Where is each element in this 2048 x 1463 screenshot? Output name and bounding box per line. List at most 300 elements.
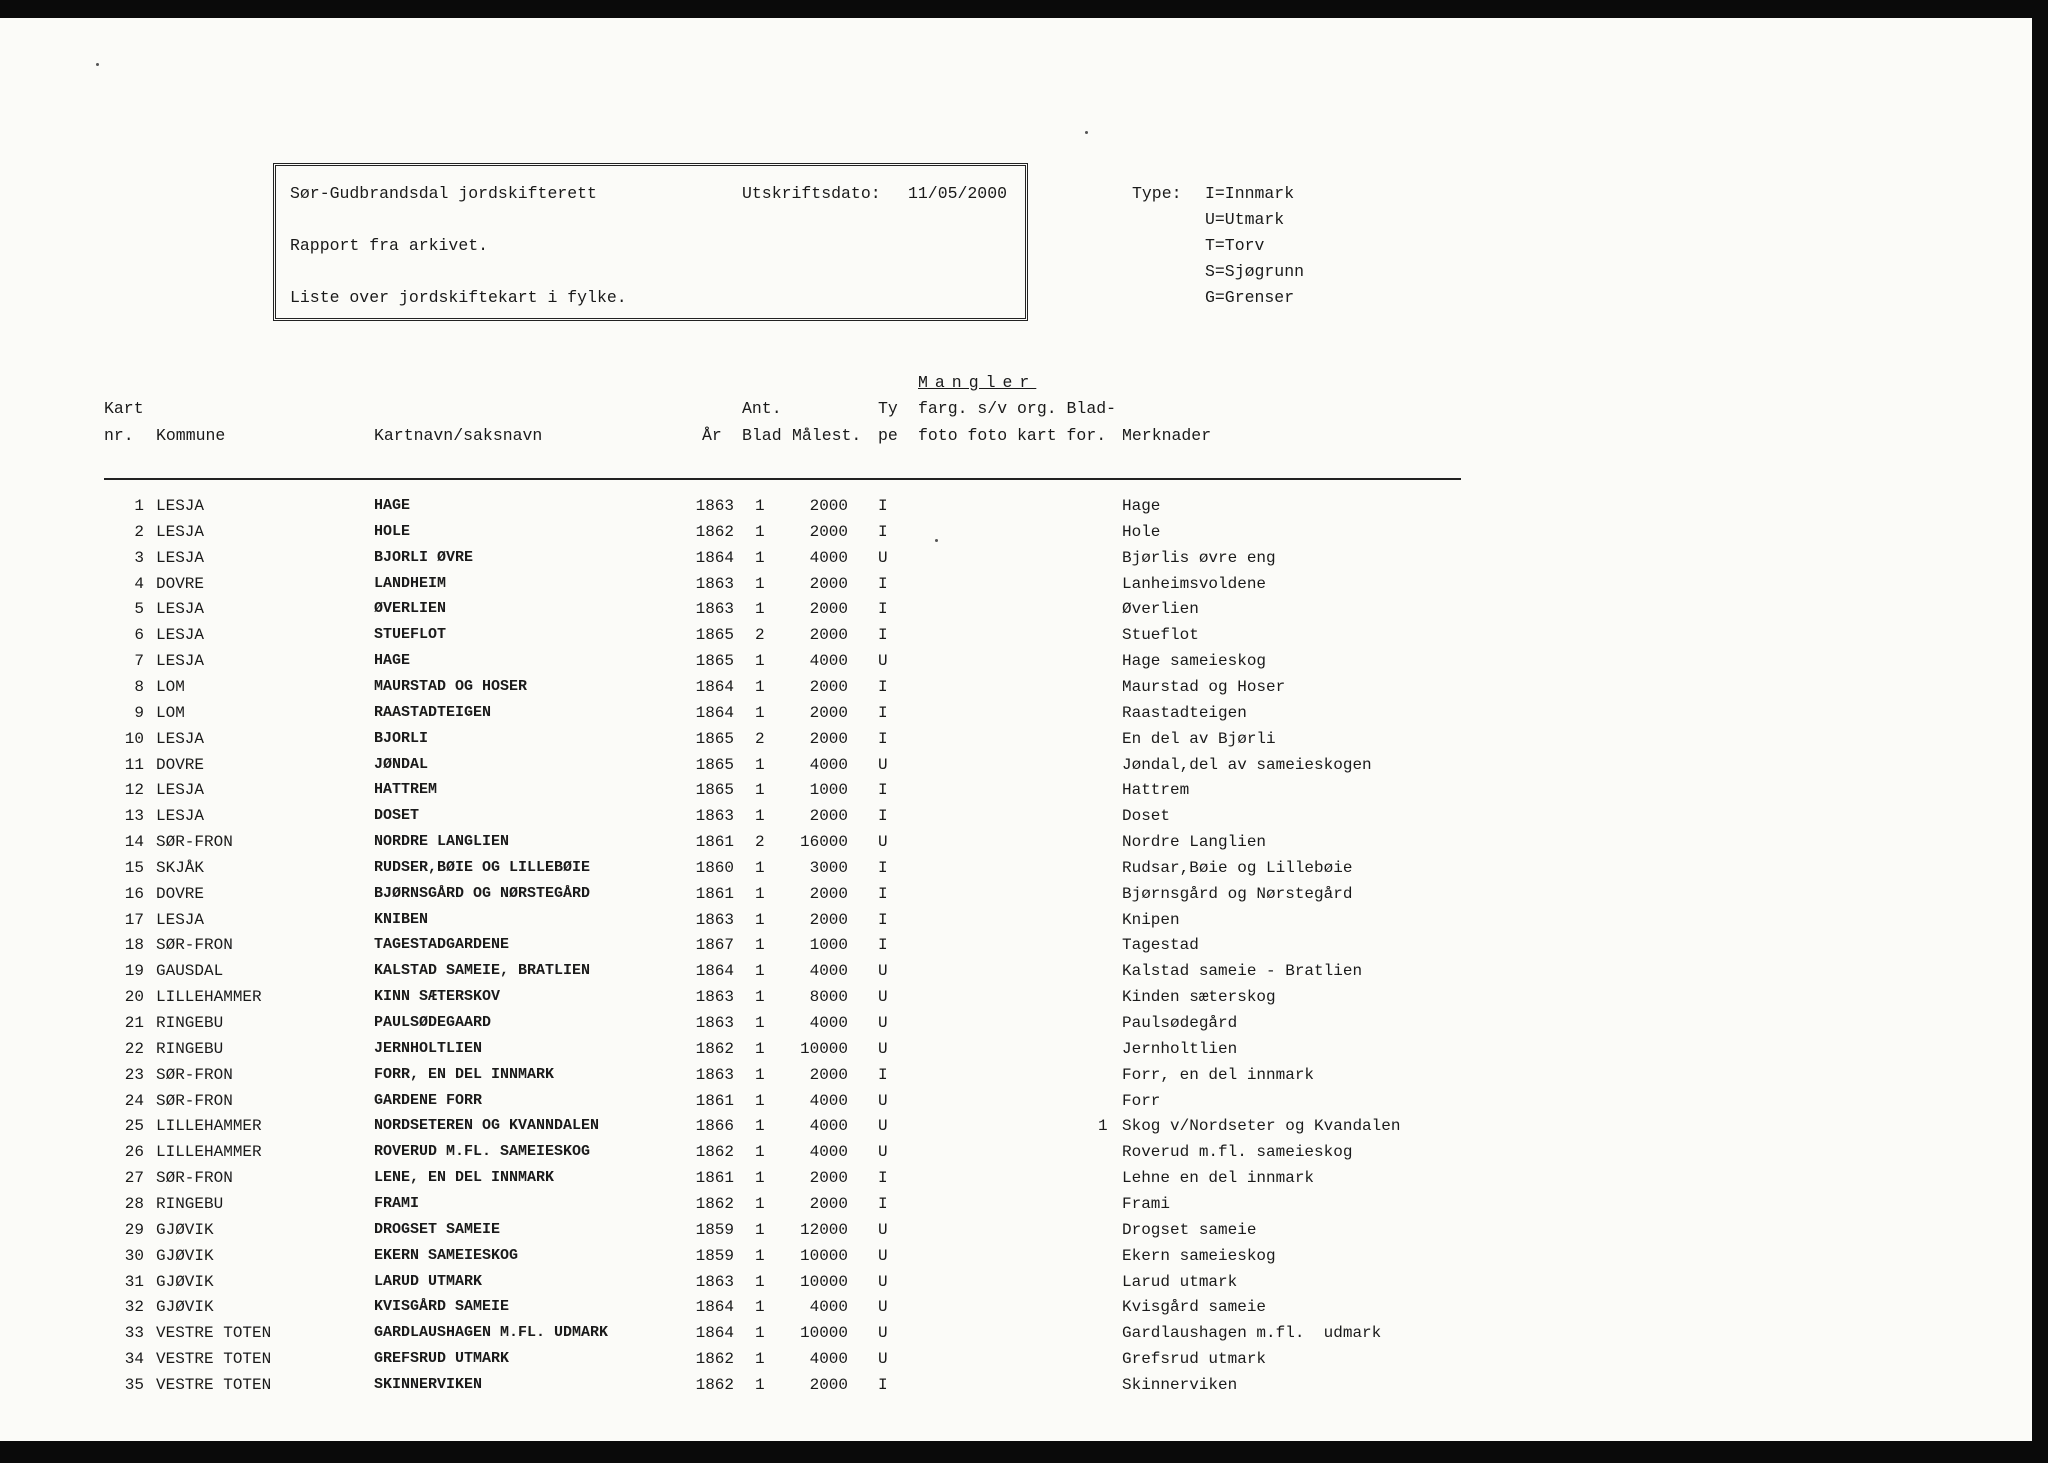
row-number: 5 bbox=[134, 600, 144, 619]
row-number: 23 bbox=[124, 1065, 144, 1084]
row-kommune: GJØVIK bbox=[156, 1298, 214, 1317]
row-year: 1867 bbox=[695, 936, 734, 955]
row-kartnavn: PAULSØDEGAARD bbox=[374, 1014, 492, 1031]
row-kommune: RINGEBU bbox=[156, 1014, 224, 1032]
row-blad-count: 1 bbox=[755, 1298, 765, 1317]
row-merknad: Hage bbox=[1122, 497, 1161, 515]
row-number: 6 bbox=[134, 626, 144, 645]
row-year: 1863 bbox=[695, 600, 734, 619]
row-type: U bbox=[878, 755, 888, 774]
row-number: 24 bbox=[124, 1091, 144, 1110]
table-row bbox=[0, 961, 2048, 983]
row-scale: 1000 bbox=[809, 781, 848, 800]
table-row bbox=[0, 1091, 2048, 1113]
row-type: U bbox=[878, 652, 888, 671]
row-kommune: SKJÅK bbox=[156, 858, 205, 877]
col-mangler-sub2: foto foto kart for. bbox=[918, 426, 1107, 445]
row-type: I bbox=[878, 910, 888, 929]
row-year: 1863 bbox=[695, 1065, 734, 1084]
row-scale: 4000 bbox=[809, 1143, 848, 1162]
row-merknad: Roverud m.fl. sameieskog bbox=[1122, 1143, 1353, 1162]
row-year: 1864 bbox=[695, 703, 734, 722]
row-number: 18 bbox=[124, 936, 144, 955]
row-blad-count: 1 bbox=[755, 652, 765, 671]
row-type: I bbox=[878, 1375, 888, 1394]
row-kommune: LESJA bbox=[156, 729, 205, 748]
row-merknad: Kalstad sameie - Bratlien bbox=[1122, 962, 1363, 981]
row-type: I bbox=[878, 677, 888, 696]
row-blad-count: 1 bbox=[755, 497, 765, 515]
table-row bbox=[0, 1065, 2048, 1087]
row-kommune: LESJA bbox=[156, 600, 205, 619]
row-type: I bbox=[878, 1194, 888, 1213]
row-scale: 2000 bbox=[809, 807, 848, 826]
row-number: 32 bbox=[124, 1298, 144, 1317]
row-kommune: LESJA bbox=[156, 781, 205, 800]
col-ant: Ant. bbox=[742, 399, 782, 418]
row-merknad: Kinden sæterskog bbox=[1122, 988, 1276, 1007]
row-year: 1863 bbox=[695, 497, 734, 515]
row-scale: 4000 bbox=[809, 652, 848, 671]
row-kommune: VESTRE TOTEN bbox=[156, 1375, 272, 1394]
row-number: 17 bbox=[124, 910, 144, 929]
row-kartnavn: EKERN SAMEIESKOG bbox=[374, 1246, 519, 1264]
row-year: 1865 bbox=[695, 781, 734, 800]
row-year: 1863 bbox=[695, 1272, 734, 1291]
print-date-value: 11/05/2000 bbox=[908, 184, 1008, 203]
row-scale: 4000 bbox=[809, 1298, 848, 1317]
row-number: 10 bbox=[124, 729, 144, 748]
col-mangler-sub1: farg. s/v org. Blad- bbox=[918, 399, 1117, 418]
row-merknad: Forr bbox=[1122, 1091, 1161, 1110]
row-merknad: Gardlaushagen m.fl. udmark bbox=[1122, 1324, 1382, 1343]
row-blad-count: 1 bbox=[755, 1246, 765, 1265]
row-kommune: LILLEHAMMER bbox=[156, 1143, 262, 1162]
row-kommune: LESJA bbox=[156, 910, 205, 929]
row-kommune: LILLEHAMMER bbox=[156, 988, 262, 1007]
row-year: 1865 bbox=[695, 755, 734, 774]
row-number: 27 bbox=[124, 1169, 144, 1188]
row-kartnavn: SKINNERVIKEN bbox=[374, 1375, 483, 1393]
row-year: 1863 bbox=[695, 1014, 734, 1032]
row-number: 25 bbox=[124, 1117, 144, 1136]
row-kartnavn: LANDHEIM bbox=[374, 574, 447, 592]
row-kartnavn: MAURSTAD OG HOSER bbox=[374, 677, 528, 695]
row-type: I bbox=[878, 497, 888, 515]
row-scale: 2000 bbox=[809, 1375, 848, 1394]
row-year: 1864 bbox=[695, 1324, 734, 1343]
col-blad: Blad bbox=[742, 426, 782, 445]
row-kommune: LESJA bbox=[156, 626, 205, 645]
row-blad-count: 2 bbox=[755, 626, 765, 645]
row-blad-count: 1 bbox=[755, 1272, 765, 1291]
row-type: U bbox=[878, 1039, 888, 1058]
row-number: 9 bbox=[134, 703, 144, 722]
table-row bbox=[0, 599, 2048, 621]
row-year: 1861 bbox=[695, 1091, 734, 1110]
row-year: 1860 bbox=[695, 858, 734, 877]
row-blad-count: 1 bbox=[755, 910, 765, 929]
table-row bbox=[0, 1039, 2048, 1061]
row-merknad: Skog v/Nordseter og Kvandalen bbox=[1122, 1117, 1401, 1136]
table-row bbox=[0, 858, 2048, 880]
type-legend-item: S=Sjøgrunn bbox=[1205, 262, 1305, 281]
row-number: 12 bbox=[124, 781, 144, 800]
row-type: I bbox=[878, 807, 888, 826]
row-merknad: Kvisgård sameie bbox=[1122, 1298, 1267, 1317]
row-kartnavn: BJORLI ØVRE bbox=[374, 548, 474, 566]
row-kartnavn: DOSET bbox=[374, 807, 420, 825]
row-kommune: SØR-FRON bbox=[156, 833, 233, 852]
row-year: 1862 bbox=[695, 1375, 734, 1394]
table-row bbox=[0, 496, 2048, 518]
row-kartnavn: BJORLI bbox=[374, 729, 429, 747]
row-year: 1864 bbox=[695, 1298, 734, 1317]
row-kartnavn: HAGE bbox=[374, 497, 411, 514]
row-merknad: Hage sameieskog bbox=[1122, 652, 1267, 671]
row-blad-count: 1 bbox=[755, 962, 765, 981]
row-type: U bbox=[878, 988, 888, 1007]
row-merknad: Bjørlis øvre eng bbox=[1122, 548, 1276, 567]
row-year: 1863 bbox=[695, 910, 734, 929]
row-kartnavn: GARDLAUSHAGEN M.FL. UDMARK bbox=[374, 1324, 609, 1342]
row-scale: 4000 bbox=[809, 1014, 848, 1032]
table-row bbox=[0, 677, 2048, 699]
row-number: 14 bbox=[124, 833, 144, 852]
row-year: 1864 bbox=[695, 962, 734, 981]
row-number: 20 bbox=[124, 988, 144, 1007]
row-kartnavn: DROGSET SAMEIE bbox=[374, 1220, 501, 1238]
row-scale: 16000 bbox=[799, 833, 848, 852]
row-kommune: GJØVIK bbox=[156, 1220, 214, 1239]
row-merknad: Lanheimsvoldene bbox=[1122, 574, 1267, 593]
table-row bbox=[0, 729, 2048, 751]
col-merknader: Merknader bbox=[1122, 426, 1212, 445]
row-year: 1861 bbox=[695, 1169, 734, 1188]
row-type: U bbox=[878, 1117, 888, 1136]
row-scale: 4000 bbox=[809, 1117, 848, 1136]
row-merknad: Maurstad og Hoser bbox=[1122, 677, 1286, 696]
row-year: 1862 bbox=[695, 522, 734, 541]
col-ty: Ty bbox=[878, 399, 898, 418]
row-kommune: GAUSDAL bbox=[156, 962, 224, 981]
row-kommune: VESTRE TOTEN bbox=[156, 1324, 272, 1343]
row-number: 3 bbox=[134, 548, 144, 567]
row-number: 33 bbox=[124, 1324, 144, 1343]
row-kartnavn: KINN SÆTERSKOV bbox=[374, 988, 501, 1006]
row-merknad: En del av Bjørli bbox=[1122, 729, 1276, 748]
row-blad-count: 1 bbox=[755, 988, 765, 1007]
table-row bbox=[0, 935, 2048, 957]
row-blad-count: 1 bbox=[755, 1220, 765, 1239]
row-merknad: Forr, en del innmark bbox=[1122, 1065, 1315, 1084]
table-row bbox=[0, 884, 2048, 906]
row-kartnavn: KALSTAD SAMEIE, BRATLIEN bbox=[374, 962, 591, 980]
col-kartnavn: Kartnavn/saksnavn bbox=[374, 426, 543, 445]
row-blad-count: 1 bbox=[755, 858, 765, 877]
row-type: I bbox=[878, 574, 888, 593]
row-type: I bbox=[878, 626, 888, 645]
row-kommune: DOVRE bbox=[156, 755, 205, 774]
row-kommune: DOVRE bbox=[156, 574, 205, 593]
row-type: I bbox=[878, 884, 888, 903]
row-kommune: LESJA bbox=[156, 807, 205, 826]
row-kommune: LOM bbox=[156, 677, 185, 696]
row-merknad: Larud utmark bbox=[1122, 1272, 1238, 1291]
row-number: 21 bbox=[124, 1014, 144, 1032]
row-kartnavn: RAASTADTEIGEN bbox=[374, 703, 492, 721]
row-kommune: VESTRE TOTEN bbox=[156, 1350, 272, 1369]
row-type: U bbox=[878, 1324, 888, 1343]
row-kommune: LILLEHAMMER bbox=[156, 1117, 262, 1136]
row-merknad: Tagestad bbox=[1122, 936, 1199, 955]
row-year: 1865 bbox=[695, 652, 734, 671]
row-type: U bbox=[878, 1298, 888, 1317]
row-kommune: SØR-FRON bbox=[156, 1065, 233, 1084]
row-year: 1863 bbox=[695, 807, 734, 826]
row-merknad: Jernholtlien bbox=[1122, 1039, 1238, 1058]
row-scale: 2000 bbox=[809, 1169, 848, 1188]
row-blad-count: 1 bbox=[755, 1350, 765, 1369]
row-merknad: Lehne en del innmark bbox=[1122, 1169, 1315, 1188]
row-blad-count: 1 bbox=[755, 884, 765, 903]
row-scale: 10000 bbox=[799, 1272, 848, 1291]
row-kartnavn: JERNHOLTLIEN bbox=[374, 1039, 483, 1057]
row-type: U bbox=[878, 1220, 888, 1239]
row-number: 4 bbox=[134, 574, 144, 593]
row-scale: 2000 bbox=[809, 884, 848, 903]
row-kartnavn: STUEFLOT bbox=[374, 626, 447, 644]
row-type: U bbox=[878, 1272, 888, 1291]
row-merknad: Hole bbox=[1122, 522, 1161, 541]
table-row bbox=[0, 1168, 2048, 1190]
row-kommune: DOVRE bbox=[156, 884, 205, 903]
row-number: 35 bbox=[124, 1375, 144, 1394]
row-blad-count: 1 bbox=[755, 1375, 765, 1394]
row-type: U bbox=[878, 1014, 888, 1032]
row-scale: 2000 bbox=[809, 1065, 848, 1084]
table-row bbox=[0, 806, 2048, 828]
row-scale: 4000 bbox=[809, 1091, 848, 1110]
row-kartnavn: HOLE bbox=[374, 522, 411, 540]
row-type: I bbox=[878, 703, 888, 722]
row-type: I bbox=[878, 781, 888, 800]
row-year: 1861 bbox=[695, 884, 734, 903]
row-number: 30 bbox=[124, 1246, 144, 1265]
row-blad-count: 1 bbox=[755, 522, 765, 541]
row-kommune: SØR-FRON bbox=[156, 1091, 233, 1110]
row-type: U bbox=[878, 962, 888, 981]
row-blad-count: 1 bbox=[755, 936, 765, 955]
row-year: 1862 bbox=[695, 1143, 734, 1162]
row-year: 1862 bbox=[695, 1194, 734, 1213]
row-number: 31 bbox=[124, 1272, 144, 1291]
table-row bbox=[0, 1142, 2048, 1164]
row-number: 29 bbox=[124, 1220, 144, 1239]
row-blad-count: 1 bbox=[755, 703, 765, 722]
row-blad-count: 1 bbox=[755, 755, 765, 774]
row-kartnavn: FRAMI bbox=[374, 1194, 420, 1212]
table-row bbox=[0, 987, 2048, 1009]
row-year: 1864 bbox=[695, 548, 734, 567]
row-blad-for: 1 bbox=[1098, 1117, 1108, 1136]
row-merknad: Skinnerviken bbox=[1122, 1375, 1238, 1394]
row-year: 1863 bbox=[695, 574, 734, 593]
col-kart: Kart bbox=[104, 399, 144, 418]
col-malestokk: Målest. bbox=[792, 426, 862, 445]
row-blad-count: 1 bbox=[755, 548, 765, 567]
table-row bbox=[0, 625, 2048, 647]
row-blad-count: 2 bbox=[755, 729, 765, 748]
document-page bbox=[0, 18, 2032, 1441]
row-type: U bbox=[878, 1143, 888, 1162]
row-scale: 10000 bbox=[799, 1246, 848, 1265]
col-ar: År bbox=[702, 426, 722, 445]
row-kommune: LESJA bbox=[156, 548, 205, 567]
table-row bbox=[0, 1349, 2048, 1371]
row-kommune: GJØVIK bbox=[156, 1246, 214, 1265]
row-scale: 2000 bbox=[809, 910, 848, 929]
col-kommune: Kommune bbox=[156, 426, 226, 445]
row-type: U bbox=[878, 1091, 888, 1110]
row-type: I bbox=[878, 858, 888, 877]
row-blad-count: 1 bbox=[755, 677, 765, 696]
row-scale: 2000 bbox=[809, 522, 848, 541]
col-nr: nr. bbox=[104, 426, 134, 445]
row-scale: 4000 bbox=[809, 755, 848, 774]
row-year: 1864 bbox=[695, 677, 734, 696]
row-number: 26 bbox=[124, 1143, 144, 1162]
row-scale: 4000 bbox=[809, 962, 848, 981]
row-scale: 10000 bbox=[799, 1324, 848, 1343]
header-rule bbox=[104, 478, 1461, 480]
report-subtitle: Rapport fra arkivet. bbox=[290, 236, 489, 255]
row-blad-count: 1 bbox=[755, 1091, 765, 1110]
row-kommune: SØR-FRON bbox=[156, 1169, 233, 1188]
row-kartnavn: BJØRNSGÅRD OG NØRSTEGÅRD bbox=[374, 884, 591, 902]
table-row bbox=[0, 1116, 2048, 1138]
row-type: I bbox=[878, 729, 888, 748]
row-kommune: LESJA bbox=[156, 652, 205, 671]
table-row bbox=[0, 780, 2048, 802]
row-kartnavn: RUDSER,BØIE OG LILLEBØIE bbox=[374, 858, 591, 876]
row-kartnavn: KVISGÅRD SAMEIE bbox=[374, 1298, 510, 1316]
row-blad-count: 1 bbox=[755, 600, 765, 619]
row-scale: 2000 bbox=[809, 497, 848, 515]
row-blad-count: 1 bbox=[755, 1143, 765, 1162]
col-pe: pe bbox=[878, 426, 898, 445]
row-scale: 2000 bbox=[809, 626, 848, 645]
row-kommune: GJØVIK bbox=[156, 1272, 214, 1291]
print-date-label: Utskriftsdato: bbox=[742, 184, 881, 203]
row-number: 11 bbox=[124, 755, 144, 774]
row-scale: 2000 bbox=[809, 677, 848, 696]
row-merknad: Rudsar,Bøie og Lillebøie bbox=[1122, 858, 1353, 877]
row-blad-count: 1 bbox=[755, 1117, 765, 1136]
row-scale: 4000 bbox=[809, 1350, 848, 1369]
row-kommune: LESJA bbox=[156, 497, 205, 515]
row-kommune: RINGEBU bbox=[156, 1194, 224, 1213]
row-blad-count: 1 bbox=[755, 1324, 765, 1343]
table-row bbox=[0, 522, 2048, 544]
row-kartnavn: ROVERUD M.FL. SAMEIESKOG bbox=[374, 1143, 591, 1161]
row-blad-count: 1 bbox=[755, 574, 765, 593]
row-type: I bbox=[878, 1065, 888, 1084]
row-year: 1866 bbox=[695, 1117, 734, 1136]
row-merknad: Bjørnsgård og Nørstegård bbox=[1122, 884, 1353, 903]
row-merknad: Ekern sameieskog bbox=[1122, 1246, 1276, 1265]
scan-speck bbox=[935, 539, 938, 542]
row-kartnavn: LARUD UTMARK bbox=[374, 1272, 483, 1290]
row-year: 1859 bbox=[695, 1246, 734, 1265]
row-kommune: RINGEBU bbox=[156, 1039, 224, 1058]
court-name: Sør-Gudbrandsdal jordskifterett bbox=[290, 184, 597, 203]
row-kartnavn: NORDSETEREN OG KVANNDALEN bbox=[374, 1117, 600, 1135]
row-number: 13 bbox=[124, 807, 144, 826]
row-scale: 4000 bbox=[809, 548, 848, 567]
row-scale: 10000 bbox=[799, 1039, 848, 1058]
table-row bbox=[0, 1013, 2048, 1035]
row-kartnavn: TAGESTADGARDENE bbox=[374, 936, 510, 954]
row-kommune: LESJA bbox=[156, 522, 205, 541]
table-row bbox=[0, 703, 2048, 725]
row-kartnavn: GARDENE FORR bbox=[374, 1091, 483, 1109]
row-year: 1861 bbox=[695, 833, 734, 852]
row-type: U bbox=[878, 833, 888, 852]
row-kartnavn: ØVERLIEN bbox=[374, 600, 447, 618]
table-row bbox=[0, 1194, 2048, 1216]
table-row bbox=[0, 1272, 2048, 1294]
row-merknad: Jøndal,del av sameieskogen bbox=[1122, 755, 1372, 774]
row-blad-count: 2 bbox=[755, 833, 765, 852]
row-kartnavn: NORDRE LANGLIEN bbox=[374, 833, 510, 851]
row-kartnavn: FORR, EN DEL INNMARK bbox=[374, 1065, 555, 1083]
table-row bbox=[0, 1220, 2048, 1242]
row-type: I bbox=[878, 522, 888, 541]
row-year: 1865 bbox=[695, 729, 734, 748]
row-scale: 2000 bbox=[809, 1194, 848, 1213]
row-kartnavn: HATTREM bbox=[374, 781, 438, 799]
row-merknad: Drogset sameie bbox=[1122, 1220, 1257, 1239]
table-row bbox=[0, 1297, 2048, 1319]
row-number: 15 bbox=[124, 858, 144, 877]
row-blad-count: 1 bbox=[755, 1194, 765, 1213]
mangler-heading: Mangler bbox=[918, 373, 1037, 392]
table-row bbox=[0, 574, 2048, 596]
row-number: 2 bbox=[134, 522, 144, 541]
row-merknad: Stueflot bbox=[1122, 626, 1199, 645]
row-merknad: Øverlien bbox=[1122, 600, 1199, 619]
type-legend-label: Type: bbox=[1132, 184, 1182, 203]
row-number: 16 bbox=[124, 884, 144, 903]
row-type: U bbox=[878, 548, 888, 567]
scan-speck bbox=[96, 63, 99, 66]
row-blad-count: 1 bbox=[755, 1065, 765, 1084]
row-scale: 12000 bbox=[799, 1220, 848, 1239]
table-row bbox=[0, 548, 2048, 570]
type-legend-item: T=Torv bbox=[1205, 236, 1265, 255]
row-merknad: Doset bbox=[1122, 807, 1171, 826]
row-number: 28 bbox=[124, 1194, 144, 1213]
row-scale: 8000 bbox=[809, 988, 848, 1007]
table-row bbox=[0, 1323, 2048, 1345]
list-title: Liste over jordskiftekart i fylke. bbox=[290, 288, 627, 307]
row-merknad: Frami bbox=[1122, 1194, 1171, 1213]
row-scale: 2000 bbox=[809, 574, 848, 593]
row-kartnavn: GREFSRUD UTMARK bbox=[374, 1350, 510, 1368]
row-year: 1863 bbox=[695, 988, 734, 1007]
row-kommune: SØR-FRON bbox=[156, 936, 233, 955]
